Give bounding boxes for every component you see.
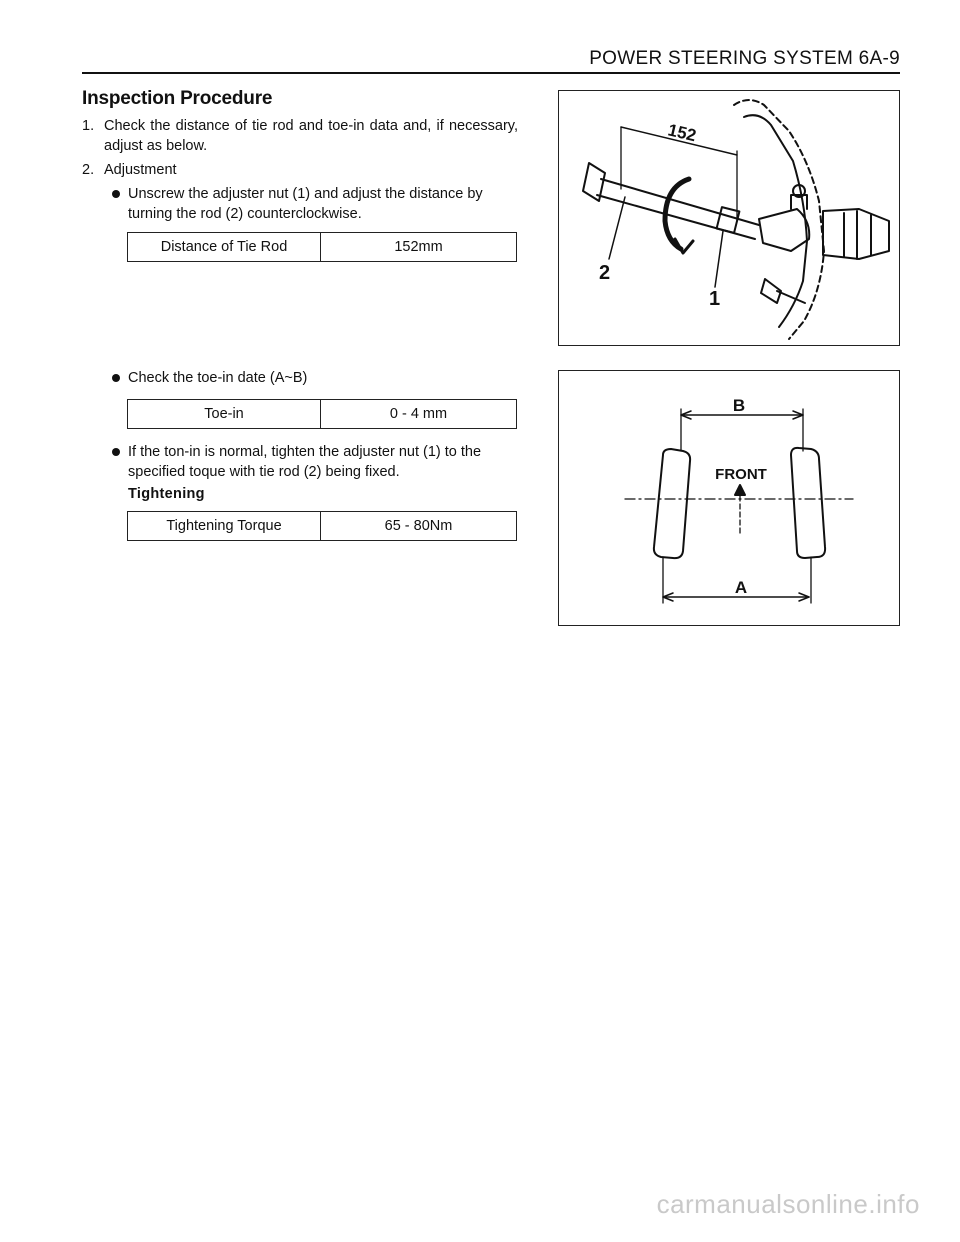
torque-table: [127, 511, 517, 541]
label-a: A: [734, 578, 748, 597]
callout-nut-label: 1: [709, 288, 721, 310]
tighten-instructions: [82, 442, 518, 482]
tie-rod-table: [127, 232, 517, 262]
callout-leader-2: [609, 197, 625, 259]
step-number: 1.: [82, 118, 95, 134]
lower-bolt-shank: [777, 291, 805, 303]
toe-in-figure: [558, 370, 900, 626]
tightening-label: Tightening: [128, 486, 205, 502]
bullet-item: [82, 442, 518, 482]
dimension-label: 152: [666, 120, 699, 146]
bullet-item: [82, 368, 518, 388]
step-item: [82, 160, 518, 180]
bullet-icon: [112, 448, 120, 456]
toe-in-drawing: [559, 371, 898, 624]
bullet-text: Check the toe-in date (A~B): [128, 370, 308, 386]
table-label: Tightening Torque: [128, 512, 321, 540]
right-wheel: [791, 448, 825, 558]
bullet-icon: [112, 190, 120, 198]
toe-check: [82, 368, 518, 388]
step-text: Check the distance of tie rod and toe-in data and, if necessary, adjust as below.: [104, 118, 518, 154]
spindle-ribs: [844, 211, 871, 259]
knuckle-outline: [734, 100, 824, 339]
table-label: Toe-in: [128, 400, 321, 428]
table-value: 152mm: [394, 239, 443, 255]
tie-rod-end: [759, 209, 809, 251]
step-list: [82, 116, 518, 224]
bullet-icon: [112, 374, 120, 382]
page-header: POWER STEERING SYSTEM 6A-9: [589, 48, 900, 69]
table-value: 65 - 80Nm: [384, 518, 453, 534]
bullet-item: [82, 184, 518, 224]
step-number: 2.: [82, 162, 95, 178]
bullet-text: Unscrew the adjuster nut (1) and adjust the distance by turning the rod (2) counterclockwise.: [128, 186, 483, 222]
label-front: FRONT: [715, 466, 767, 483]
callout-rod-label: 2: [599, 262, 611, 284]
rotation-arrow-head: [675, 239, 693, 253]
tie-rod-drawing: [559, 91, 898, 344]
left-wheel: [654, 449, 690, 558]
watermark: carmanualsonline.info: [656, 1189, 920, 1219]
toe-in-table: [127, 399, 517, 429]
section-title: Inspection Procedure: [82, 88, 273, 109]
step-item: [82, 116, 518, 156]
label-b: B: [732, 396, 746, 415]
front-arrow-head: [735, 485, 745, 495]
step-text: Adjustment: [104, 162, 177, 178]
tie-rod-figure: [558, 90, 900, 346]
table-value: 0 - 4 mm: [389, 406, 448, 422]
table-label: Distance of Tie Rod: [128, 233, 321, 261]
bullet-text: If the ton-in is normal, tighten the adjuster nut (1) to the specified toque with tie rod (2) being fixed.: [128, 444, 482, 480]
callout-leader-1: [715, 231, 723, 287]
header-rule: [82, 72, 900, 74]
